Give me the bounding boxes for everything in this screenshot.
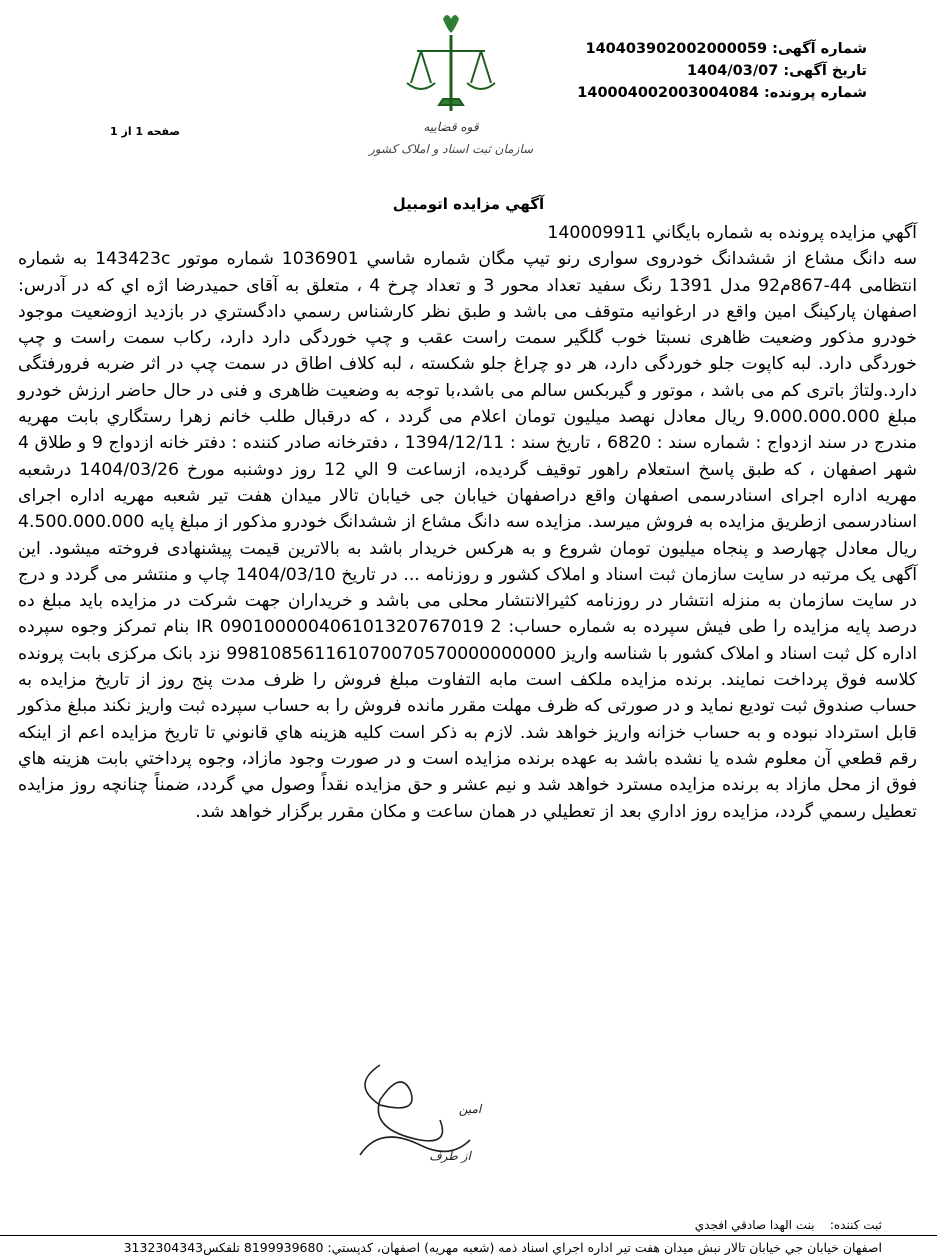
ad-number-row <box>577 38 867 60</box>
signature <box>340 1045 500 1175</box>
ad-number-value: 140403902002000059 <box>585 41 768 57</box>
ad-meta <box>577 38 867 104</box>
footer-divider <box>0 1235 937 1236</box>
handwritten-signature-icon <box>340 1045 500 1175</box>
signature-text-on-behalf: از طرف <box>429 1149 471 1163</box>
emblem-caption-organization: سازمان ثبت اسناد و املاک کشور <box>368 142 534 156</box>
footer-address: اصفهان خيابان جي خيابان تالار نبش ميدان هفت تير اداره اجراي اسناد ذمه (شعبه مهريه) اصفهان، كدپستي: 8199939680 تلفكس3132304343 <box>123 1240 882 1255</box>
ad-date-row <box>577 60 867 82</box>
document-title: آگهي مزايده اتومبيل <box>392 195 545 213</box>
scales-of-justice-icon <box>355 5 560 165</box>
case-number-label: شماره پرونده: <box>763 85 867 101</box>
signature-text-amin: امین <box>458 1102 482 1116</box>
document-body <box>18 220 917 825</box>
case-number-value: 140004002003004084 <box>577 85 759 101</box>
ad-date-value: 1404/03/07 <box>687 63 779 79</box>
registrar-label: ثبت كننده: <box>829 1218 882 1232</box>
main-paragraph: سه دانگ مشاع از ششدانگ خودروی سواری رنو تیپ مگان شماره شاسي 1036901 شماره موتور 143423c به شماره انتظامی 44-867م92 مدل 1391 رنگ سفید تعداد محور 3 و تعداد چرخ 4 ، متعلق به آقای حمیدرضا اژه اي که در آدرس: اصفهان پارکینگ امین واقع در ارغوانیه متوقف می باشد و طبق نظر كارشناس رسمي دادگستري در بازدید ازوضعیت موجود خودرو مذکور وضعیت ظاهری نسبتا خوب گلگیر سمت راست عقب و چپ خوردگی دارد دارد، رکاب سمت راست و چپ خوردگی دارد. لبه کاپوت جلو خوردگی دارد، هر دو چراغ جلو شکسته ، لبه کلاف اطاق در سمت چپ در اثر ضربه فرورفتگی دارد.ولتاژ باتری کم می باشد ، موتور و گیربکس سالم می باشد،با توجه به وضعیت ظاهری و فنی در حال حاضر ارزش خودرو مبلغ 9.000.000.000 ريال معادل نهصد میلیون تومان اعلام می گردد ، که درقبال طلب خانم زهرا رستگاري بابت مهریه مندرج در سند ازدواج : شماره سند : 6820 ، تاریخ سند : 1394/12/11 ، دفترخانه صادر کننده : دفتر خانه ازدواج 9 و طلاق 4 شهر اصفهان ، كه طبق پاسخ استعلام راهور توقیف گرديده، ازساعت 9 الي 12 روز دوشنبه مورخ 1404/03/26 درشعبه مهریه اداره اجرای اسنادرسمی اصفهان واقع دراصفهان خیابان جی خیابان تالار میدان هفت تیر شعبه مهریه اداره اجرای اسنادرسمی ازطریق مزایده به فروش میرسد. مزايده سه دانگ مشاع از ششدانگ خودرو مذكور از مبلغ پايه 4.500.000.000 ريال معادل چهارصد و پنجاه میلیون تومان شروع و به هركس خريدار باشد به بالاترين قيمت پيشنهادی فروخته میشود. اين آگهی يک مرتبه در سايت سازمان ثبت اسناد و املاک کشور و روزنامه ... در تاريخ 1404/03/10 چاپ و منتشر می گردد و درج در سایت سازمان به منزله انتشار در روزنامه كثيرالانتشار محلی می باشد و خریداران جهت شرکت در مزایده باید مبلغ ده درصد پایه مزایده را طی فیش سپرده به شماره حساب: IR 090100000406101320767019 2 بنام تمرکز وجوه سپرده اداره كل ثبت اسناد و املاک کشور با شناسه واريز 998108561161070070570000000000 نزد بانک مرکزی بابت پرونده کلاسه فوق پرداخت نمایند. برنده مزایده ملکف است مابه التفاوت مبلغ فروش را ظرف مدت پنج روز از تاريخ مزايده به حساب صندوق ثبت توديع نمايد و در صورتی كه ظرف مهلت مقرر مانده فروش را به حساب سپرده ثبت واريز نكند مبلغ مذكور قابل استرداد نبوده و به حساب خزانه واريز خواهد شد. لازم به ذكر است كليه هزينه هاي قانوني تا تاريخ مزايده اعم از اينكه رقم قطعي آن معلوم شده يا نشده باشد به عهده برنده مزايده است و در صورت وجود مازاد، وجوه پرداختي بابت هزينه هاي فوق از محل مازاد به برنده مزايده مسترد خواهد شد و نيم عشر و حق مزايده نقداً وصول مي گردد، ضمناً چنانچه روز مزايده تعطيل رسمي گردد، مزايده روز اداري بعد از تعطيلي در همان ساعت و مكان مقرر برگزار خواهد شد. <box>18 249 918 822</box>
ad-number-label: شماره آگهی: <box>772 41 867 57</box>
emblem-caption-judiciary: قوه قضاییه <box>423 120 479 134</box>
ad-date-label: تاریخ آگهی: <box>783 63 867 79</box>
registrar <box>695 1218 882 1232</box>
page-indicator: صفحه 1 از 1 <box>110 125 181 138</box>
judiciary-emblem <box>355 5 560 165</box>
archive-line: آگهي مزايده پرونده به شماره بايگاني 140009911 <box>547 223 917 243</box>
registrar-name: بنت الهدا صادقي افجدي <box>694 1218 815 1232</box>
case-number-row <box>577 82 867 104</box>
